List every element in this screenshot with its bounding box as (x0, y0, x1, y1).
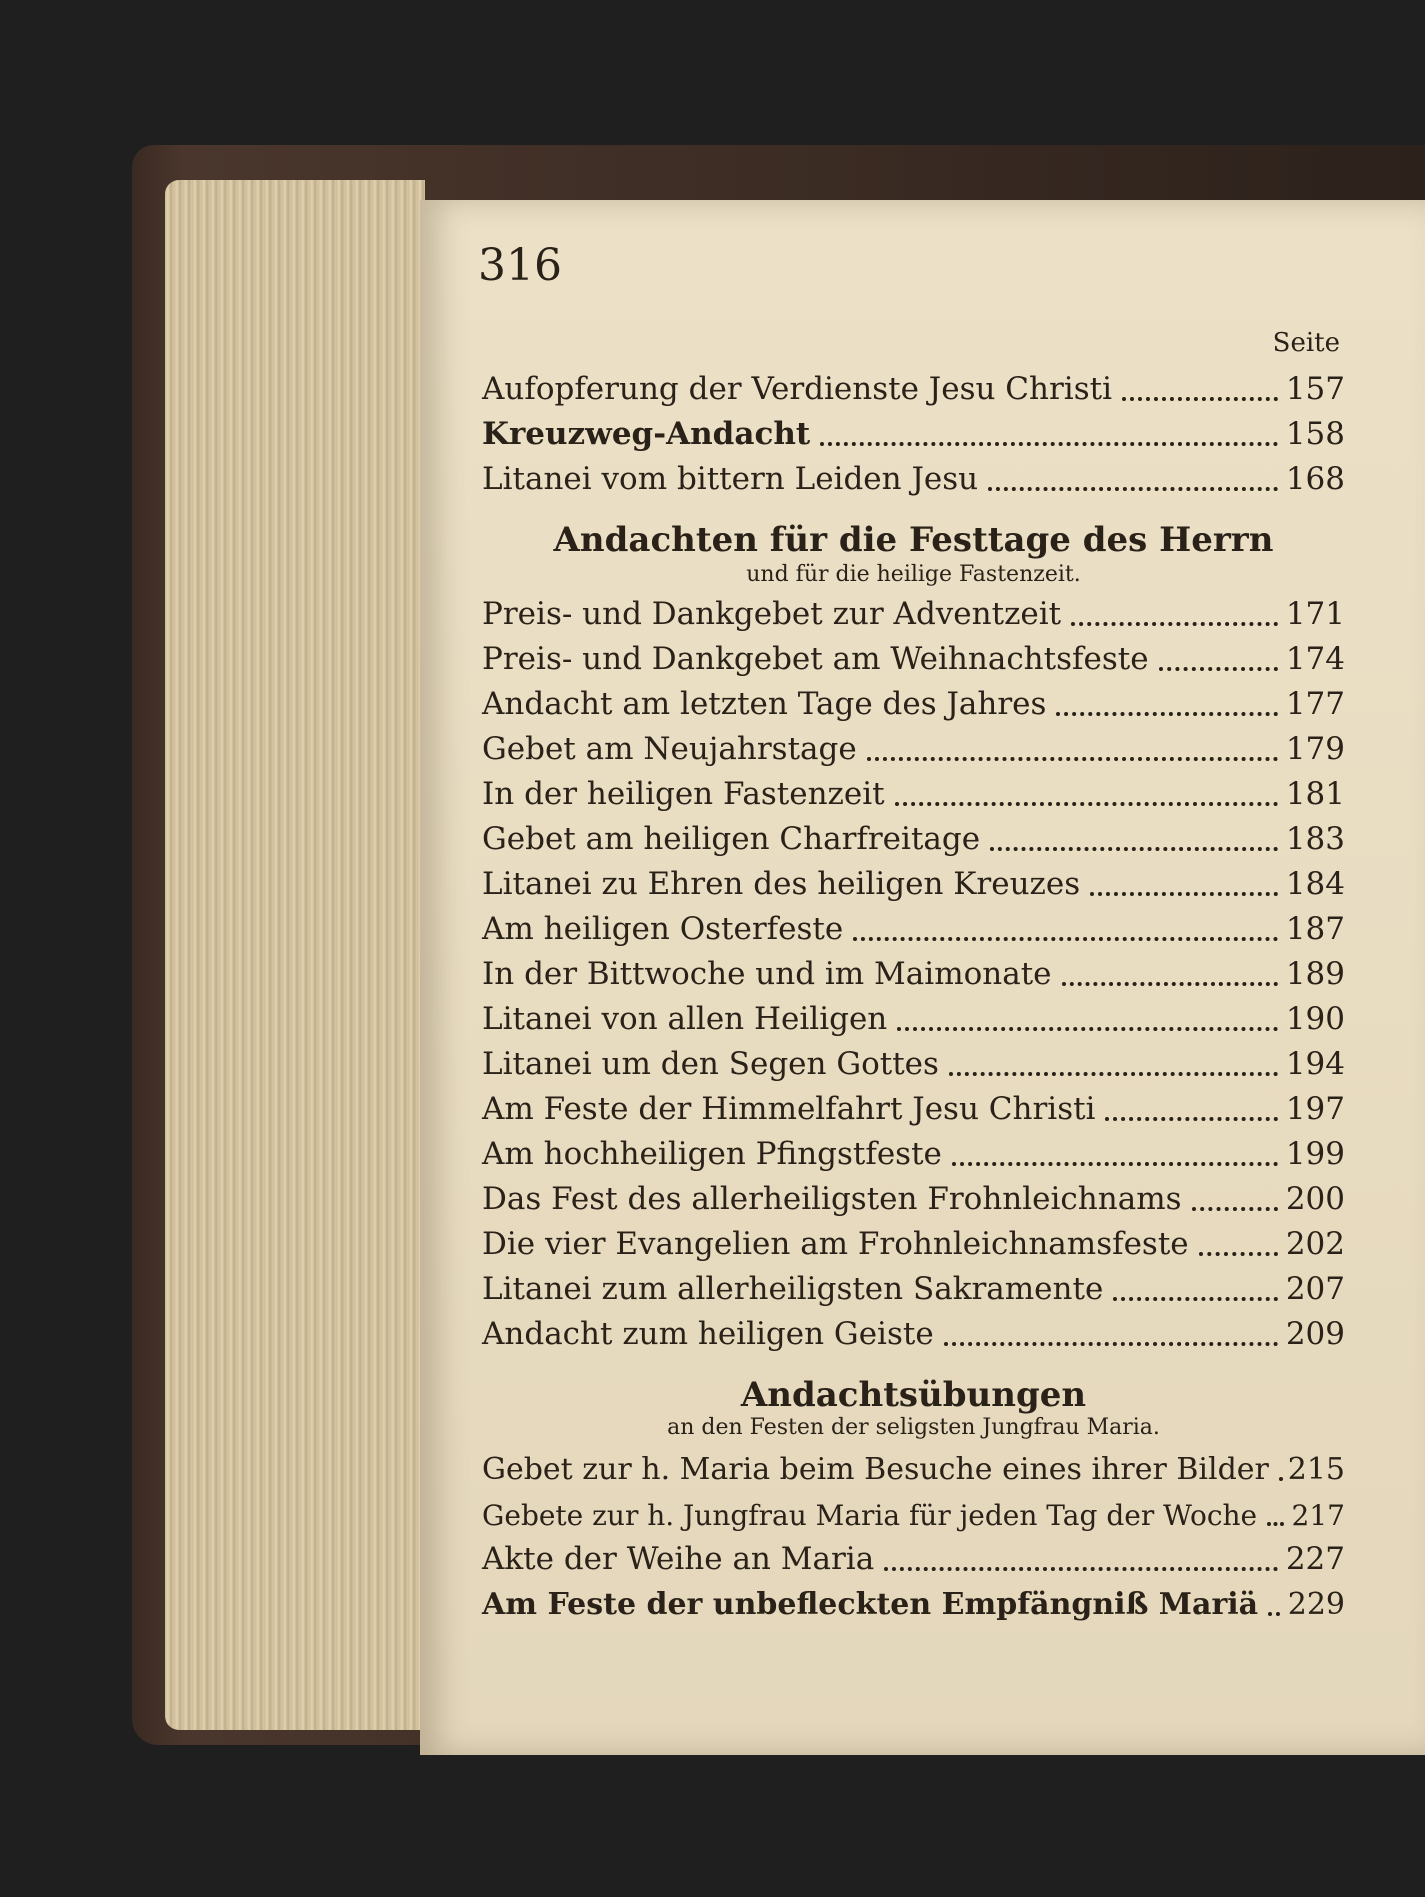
toc-entry-title: Akte der Weihe an Maria (482, 1541, 875, 1577)
toc-entry (482, 1040, 1345, 1082)
toc-entry (482, 950, 1345, 992)
toc-entry-page: 207 (1285, 1271, 1345, 1307)
toc-entry-page: 189 (1285, 956, 1345, 992)
page-number: 316 (478, 240, 562, 291)
toc-leader (1159, 667, 1278, 671)
toc-entry-page: 157 (1285, 371, 1345, 407)
toc-entry (482, 1085, 1345, 1127)
toc-entry (482, 590, 1345, 632)
toc-entry-page: 227 (1285, 1541, 1345, 1577)
toc-entry-title: In der heiligen Fastenzeit (482, 776, 885, 812)
toc-leader (1199, 1252, 1278, 1256)
toc-entry (482, 1130, 1345, 1172)
toc-entry-page: 177 (1285, 686, 1345, 722)
toc-entry-title: Aufopferung der Verdienste Jesu Christi (482, 371, 1113, 407)
toc-entry-title: Litanei vom bittern Leiden Jesu (482, 461, 979, 497)
toc-entry (482, 1490, 1345, 1532)
toc-leader (949, 1072, 1278, 1076)
page-column-label: Seite (1272, 328, 1340, 358)
toc-entry (482, 1310, 1345, 1352)
section-heading: Andachten für die Festtage des Herrn (553, 520, 1274, 560)
toc-entry (482, 1445, 1345, 1487)
toc-entry-title: Am Feste der Himmelfahrt Jesu Christi (482, 1091, 1096, 1127)
toc-entry-page: 168 (1285, 461, 1345, 497)
toc-leader (990, 847, 1278, 851)
toc-entry-title: Die vier Evangelien am Frohnleichnamsfeste (482, 1226, 1189, 1262)
toc-entry-title: Am heiligen Osterfeste (482, 911, 844, 947)
toc-entry-page: 179 (1285, 731, 1345, 767)
toc-entry-page: 217 (1291, 1499, 1345, 1532)
toc-entry (482, 635, 1345, 677)
toc-leader (1279, 1477, 1280, 1481)
toc-leader (1113, 1297, 1278, 1301)
toc-leader (1062, 982, 1278, 986)
toc-entry-page: 184 (1285, 866, 1345, 902)
toc-entry-title: Gebet zur h. Maria beim Besuche eines ihrer Bilder (482, 1452, 1269, 1487)
toc-entry (482, 1265, 1345, 1307)
toc-leader (1105, 1117, 1277, 1121)
toc-entry-title: Andacht am letzten Tage des Jahres (482, 686, 1047, 722)
toc-leader (944, 1342, 1278, 1346)
section-subheading: und für die heilige Fastenzeit. (746, 562, 1081, 587)
toc-entry-title: Andacht zum heiligen Geiste (482, 1316, 934, 1352)
toc-entry-title: Am hochheiligen Pfingstfeste (482, 1136, 942, 1172)
toc-entry-title: Kreuzweg-Andacht (482, 416, 811, 452)
toc-leader (1071, 622, 1278, 626)
toc-entry (482, 770, 1345, 812)
toc-entry-page: 190 (1285, 1001, 1345, 1037)
toc-leader (1056, 712, 1277, 716)
toc-leader (952, 1162, 1278, 1166)
toc-entry-title: Gebete zur h. Jungfrau Maria für jeden Tag der Woche (482, 1499, 1258, 1532)
toc-entry-title: Gebet am heiligen Charfreitage (482, 821, 981, 857)
toc-entry-page: 209 (1285, 1316, 1345, 1352)
toc-leader (988, 487, 1278, 491)
toc-entry-page: 229 (1287, 1587, 1345, 1622)
toc-leader (1090, 892, 1278, 896)
toc-entry-page: 215 (1287, 1452, 1345, 1487)
toc-entry (482, 680, 1345, 722)
toc-entry (482, 995, 1345, 1037)
toc-leader (853, 937, 1278, 941)
toc-entry-page: 194 (1285, 1046, 1345, 1082)
toc-entry-title: Am Feste der unbefleckten Empfängniß Mariä (482, 1587, 1259, 1622)
toc-entry (482, 815, 1345, 857)
toc-leader (867, 757, 1278, 761)
toc-leader (884, 1567, 1278, 1571)
toc-entry (482, 1220, 1345, 1262)
toc-entry (482, 725, 1345, 767)
toc-leader (895, 802, 1278, 806)
toc-entry-title: Das Fest des allerheiligsten Frohnleichnams (482, 1181, 1182, 1217)
page-edges (165, 180, 425, 1730)
toc-entry (482, 1175, 1345, 1217)
toc-leader (820, 442, 1278, 446)
toc-leader (1267, 1522, 1283, 1526)
toc-entry-title: Litanei zu Ehren des heiligen Kreuzes (482, 866, 1081, 902)
toc-entry-page: 187 (1285, 911, 1345, 947)
toc-entry-page: 199 (1285, 1136, 1345, 1172)
toc-entry (482, 410, 1345, 452)
section-heading: Andachtsübungen (740, 1375, 1087, 1415)
toc-entry (482, 1580, 1345, 1622)
toc-entry-page: 183 (1285, 821, 1345, 857)
toc-entry (482, 455, 1345, 497)
toc-entry-page: 181 (1285, 776, 1345, 812)
toc-entry-page: 197 (1285, 1091, 1345, 1127)
toc-entry-title: Preis- und Dankgebet zur Adventzeit (482, 596, 1062, 632)
toc-entry-page: 158 (1285, 416, 1345, 452)
toc-entry-page: 171 (1285, 596, 1345, 632)
toc-entry-title: Gebet am Neujahrstage (482, 731, 857, 767)
toc-entry (482, 905, 1345, 947)
toc-entry-page: 200 (1285, 1181, 1345, 1217)
toc-leader (1192, 1207, 1278, 1211)
toc-entry (482, 1535, 1345, 1577)
toc-leader (1268, 1612, 1280, 1616)
toc-entry-title: Preis- und Dankgebet am Weihnachtsfeste (482, 641, 1149, 677)
toc-entry-title: Litanei von allen Heiligen (482, 1001, 888, 1037)
toc-entry-page: 202 (1285, 1226, 1345, 1262)
toc-entry-title: In der Bittwoche und im Maimonate (482, 956, 1052, 992)
toc-leader (897, 1027, 1278, 1031)
toc-entry-page: 174 (1285, 641, 1345, 677)
toc-entry-title: Litanei zum allerheiligsten Sakramente (482, 1271, 1104, 1307)
toc-entry-title: Litanei um den Segen Gottes (482, 1046, 939, 1082)
toc-entry (482, 365, 1345, 407)
toc-entry (482, 860, 1345, 902)
toc-leader (1122, 397, 1278, 401)
section-subheading: an den Festen der seligsten Jungfrau Maria. (667, 1415, 1160, 1440)
